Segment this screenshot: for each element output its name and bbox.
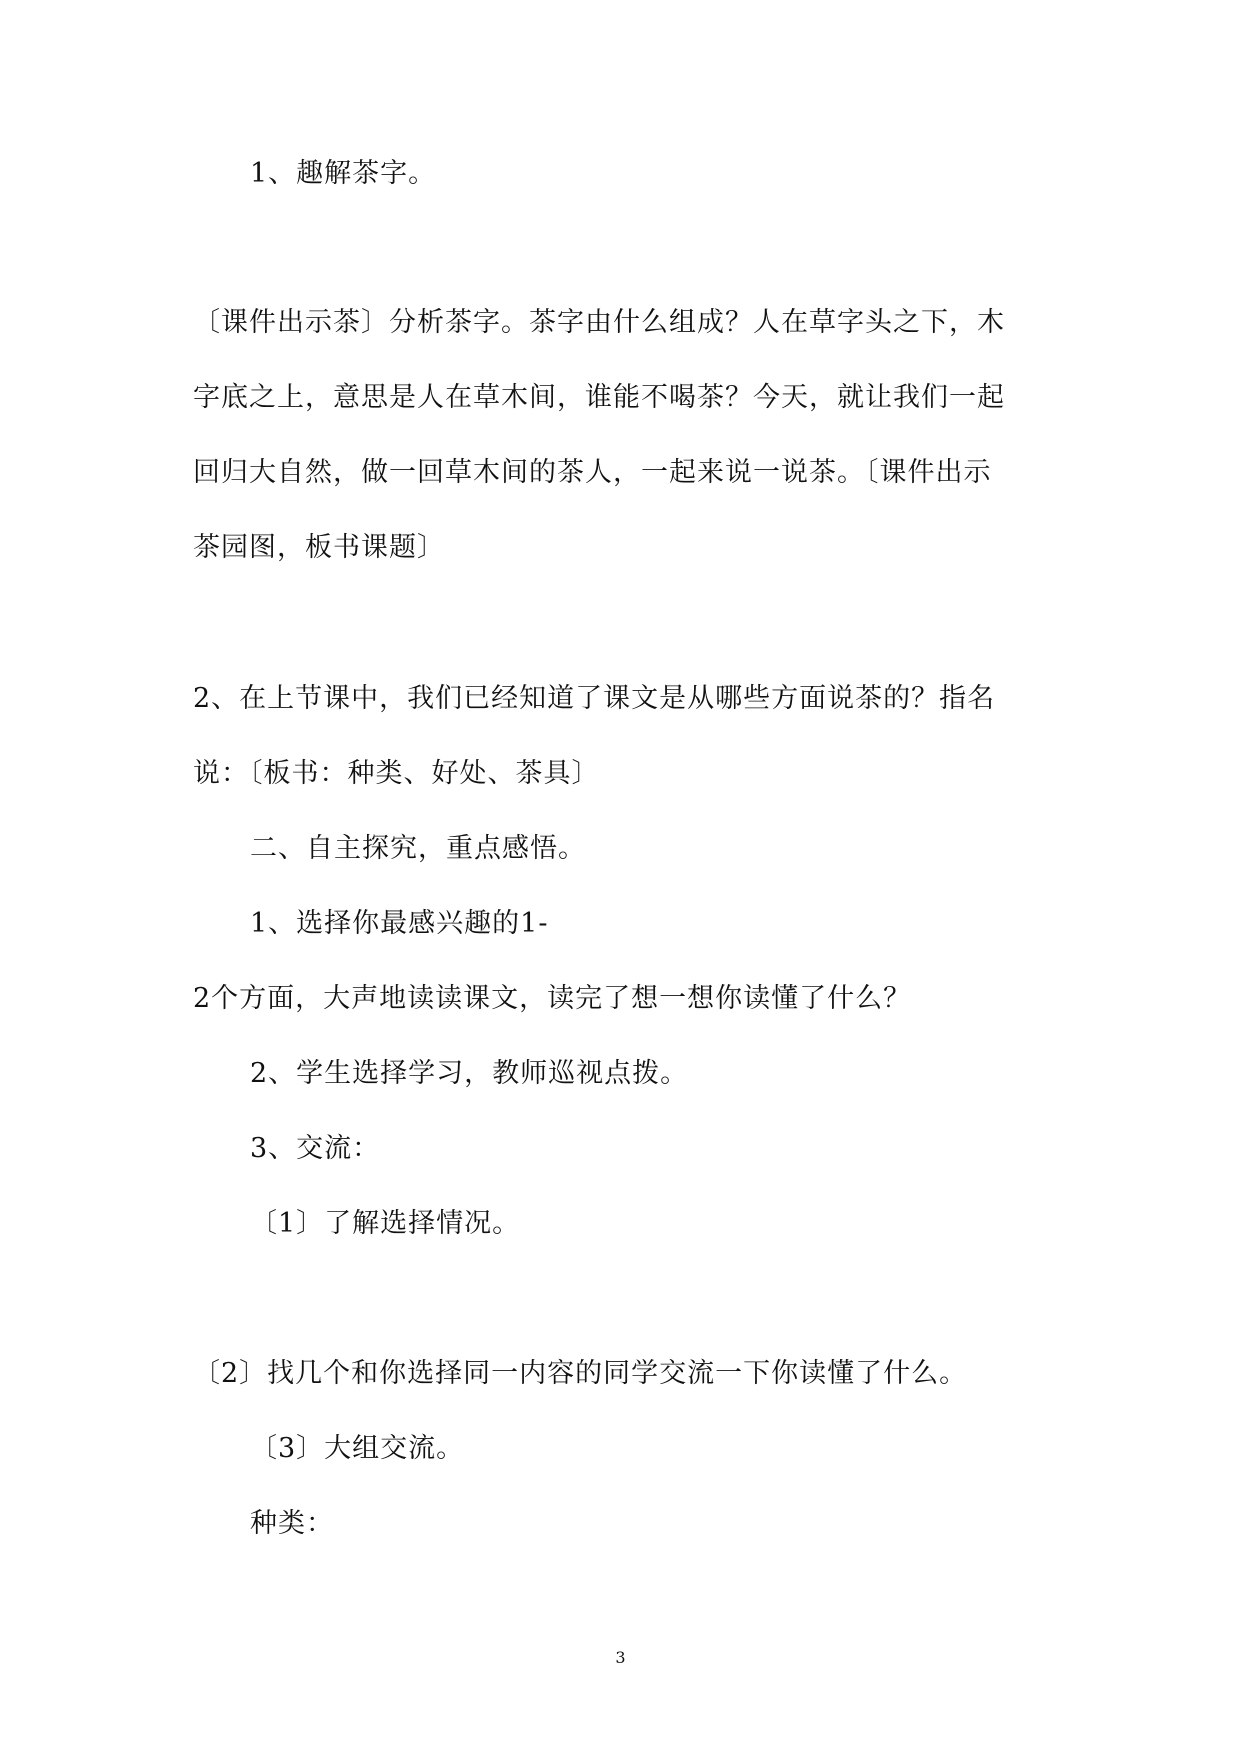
text-line: 回归大自然，做一回草木间的茶人，一起来说一说茶。〔课件出示 — [193, 457, 992, 488]
text-line: 2个方面，大声地读读课文，读完了想一想你读懂了什么？ — [193, 983, 912, 1014]
text-line: 〔课件出示茶〕分析茶字。茶字由什么组成？人在草字头之下，木 — [193, 307, 1005, 338]
text-line: 3、交流： — [250, 1133, 381, 1164]
page-number: 3 — [615, 1648, 626, 1667]
text-line: 说：〔板书：种类、好处、茶具〕 — [193, 758, 600, 789]
text-line: 〔2〕找几个和你选择同一内容的同学交流一下你读懂了什么。 — [193, 1358, 968, 1389]
text-line: 茶园图，板书课题〕 — [193, 532, 445, 563]
text-line: 1、趣解茶字。 — [250, 158, 437, 189]
text-line: 2、在上节课中，我们已经知道了课文是从哪些方面说茶的？指名 — [193, 683, 996, 714]
text-line: 〔3〕大组交流。 — [250, 1433, 465, 1464]
text-line: 2、学生选择学习，教师巡视点拨。 — [250, 1058, 689, 1089]
text-line: 种类： — [250, 1508, 334, 1539]
text-line: 〔1〕了解选择情况。 — [250, 1208, 521, 1239]
text-line: 字底之上，意思是人在草木间，谁能不喝茶？今天，就让我们一起 — [193, 382, 1005, 413]
section-heading: 二、自主探究，重点感悟。 — [250, 833, 586, 864]
text-line: 1、选择你最感兴趣的1- — [250, 908, 549, 939]
